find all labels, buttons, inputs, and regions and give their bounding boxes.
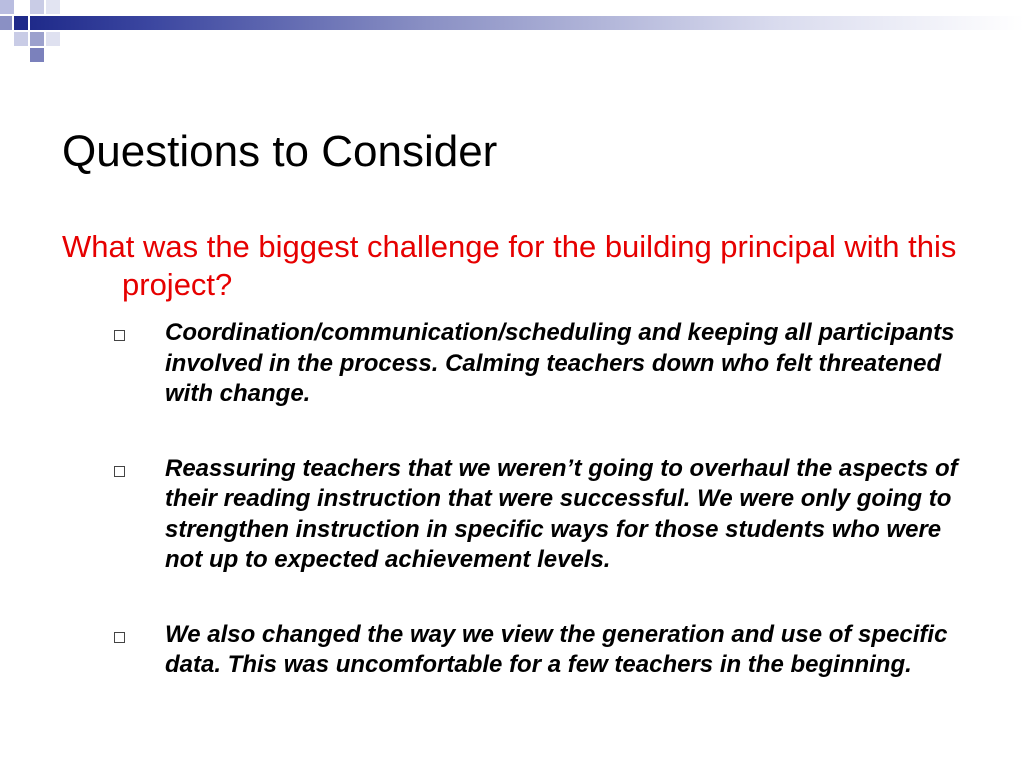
decorative-square — [46, 32, 60, 46]
decorative-square — [30, 48, 44, 62]
slide-title: Questions to Consider — [62, 127, 498, 176]
hollow-square-bullet-icon — [114, 330, 125, 341]
decorative-square — [30, 32, 44, 46]
hollow-square-bullet-icon — [114, 632, 125, 643]
decorative-square — [14, 16, 28, 30]
answer-item — [112, 454, 982, 576]
answer-text: Reassuring teachers that we weren’t going to overhaul the aspects of their reading instruction that were successful. We were only going to strengthen instruction in specific ways for those students who were not up to expected achievement levels. — [165, 454, 958, 573]
header-gradient-band — [30, 16, 1024, 30]
question-text: What was the biggest challenge for the building principal with this project? — [62, 229, 957, 302]
answer-item — [112, 620, 982, 681]
decorative-square — [0, 0, 14, 14]
answer-text: Coordination/communication/scheduling and keeping all participants involved in the process. Calming teachers down who felt threatened with change. — [165, 319, 955, 407]
decorative-square — [46, 0, 60, 14]
hollow-square-bullet-icon — [114, 466, 125, 477]
decorative-square — [0, 16, 12, 30]
answer-list — [112, 318, 982, 681]
decorative-square — [14, 32, 28, 46]
decorative-square — [30, 0, 44, 14]
answer-item — [112, 318, 982, 410]
answer-text: We also changed the way we view the generation and use of specific data. This was uncomfortable for a few teachers in the beginning. — [165, 620, 948, 678]
